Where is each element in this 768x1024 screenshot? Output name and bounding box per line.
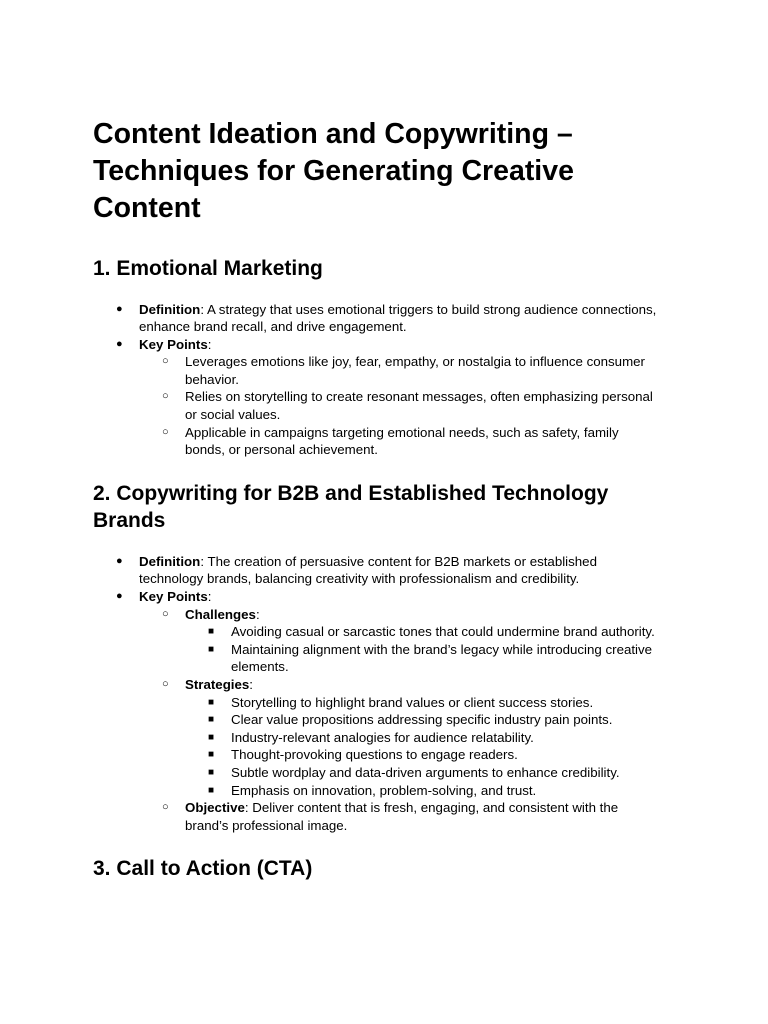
list-item [185,711,658,729]
list-item [139,388,658,423]
definition-item [139,301,658,336]
strategy-text: Storytelling to highlight brand values or client success stories. [231,694,594,710]
key-points-item [139,588,658,606]
strategy-text: Clear value propositions addressing specific industry pain points. [231,712,613,728]
bullet-square: ■ [208,749,215,761]
challenges-label: Challenges [185,606,256,622]
strategies-list [185,694,658,800]
bullet-circle: ○ [162,355,169,368]
strategy-text: Thought-provoking questions to engage readers. [231,747,518,763]
list-item [139,424,658,459]
key-points-list [139,606,658,835]
document-title: Content Ideation and Copywriting – Techniques for Generating Creative Content [93,118,574,224]
objective-text: : Deliver content that is fresh, engaging, and consistent with the brand’s professional image. [185,800,619,833]
list-item [185,746,658,764]
key-points-colon: : [207,589,212,605]
bullet-square: ■ [208,626,215,638]
list-item [93,588,658,834]
definition-item [139,553,658,588]
definition-text: : The creation of persuasive content for B2B markets or established technology brands, balancing creativity with professionalism and credibility. [139,553,597,587]
objective-label: Objective [185,800,245,816]
strategies-colon: : [249,677,253,692]
key-point-text: Leverages emotions like joy, fear, empathy, or nostalgia to influence consumer behavior. [185,354,645,387]
list-item [185,729,658,747]
section-1-list [93,301,658,459]
list-item [185,782,658,800]
challenges-item [185,606,658,624]
bullet-circle: ○ [162,607,169,620]
challenge-text: Avoiding casual or sarcastic tones that could undermine brand authority. [231,624,655,640]
section-heading-call-to-action: 3. Call to Action (CTA) [93,857,313,881]
list-item [185,694,658,712]
definition-label: Definition [139,301,201,317]
list-item [139,606,658,676]
objective-item [185,799,658,834]
key-points-label: Key Points [139,589,208,605]
list-item [93,301,658,336]
key-point-text: Applicable in campaigns targeting emotional needs, such as safety, family bonds, or personal achievement. [185,424,619,458]
list-item [93,336,658,459]
definition-text: : A strategy that uses emotional triggers to build strong audience connections, enhance brand recall, and drive engagement. [139,301,657,335]
list-item [139,353,658,388]
bullet-disc: ● [116,337,123,350]
list-item [93,553,658,588]
bullet-square: ■ [208,731,215,743]
bullet-square: ■ [208,714,215,726]
key-points-item [139,336,658,354]
key-point-text: Relies on storytelling to create resonant messages, often emphasizing personal or social values. [185,389,653,423]
bullet-disc: ● [116,590,123,603]
list-item [185,623,658,641]
strategy-text: Emphasis on innovation, problem-solving, and trust. [231,782,537,798]
bullet-disc: ● [116,554,123,567]
key-points-list [139,353,658,459]
key-points-label: Key Points [139,336,208,352]
bullet-disc: ● [116,302,123,315]
section-heading-b2b-copywriting: 2. Copywriting for B2B and Established Technology Brands [93,481,609,533]
bullet-circle: ○ [162,390,169,403]
list-item [185,641,658,676]
list-item [139,676,658,799]
strategies-label: Strategies [185,677,250,692]
section-heading-emotional-marketing: 1. Emotional Marketing [93,257,323,280]
challenges-list [185,623,658,676]
bullet-square: ■ [208,643,215,655]
definition-label: Definition [139,553,201,569]
key-points-colon: : [207,336,212,352]
strategies-item [185,676,658,694]
challenges-colon: : [255,606,260,622]
bullet-circle: ○ [162,425,169,438]
bullet-square: ■ [208,766,215,778]
list-item [139,799,658,834]
bullet-square: ■ [208,696,215,708]
section-2-list [93,553,658,835]
strategy-text: Subtle wordplay and data-driven arguments to enhance credibility. [231,764,620,780]
bullet-circle: ○ [162,801,169,814]
bullet-square: ■ [208,784,215,796]
strategy-text: Industry-relevant analogies for audience relatability. [231,729,534,745]
list-item [185,764,658,782]
bullet-circle: ○ [162,678,169,690]
challenge-text: Maintaining alignment with the brand’s legacy while introducing creative elements. [231,641,653,675]
